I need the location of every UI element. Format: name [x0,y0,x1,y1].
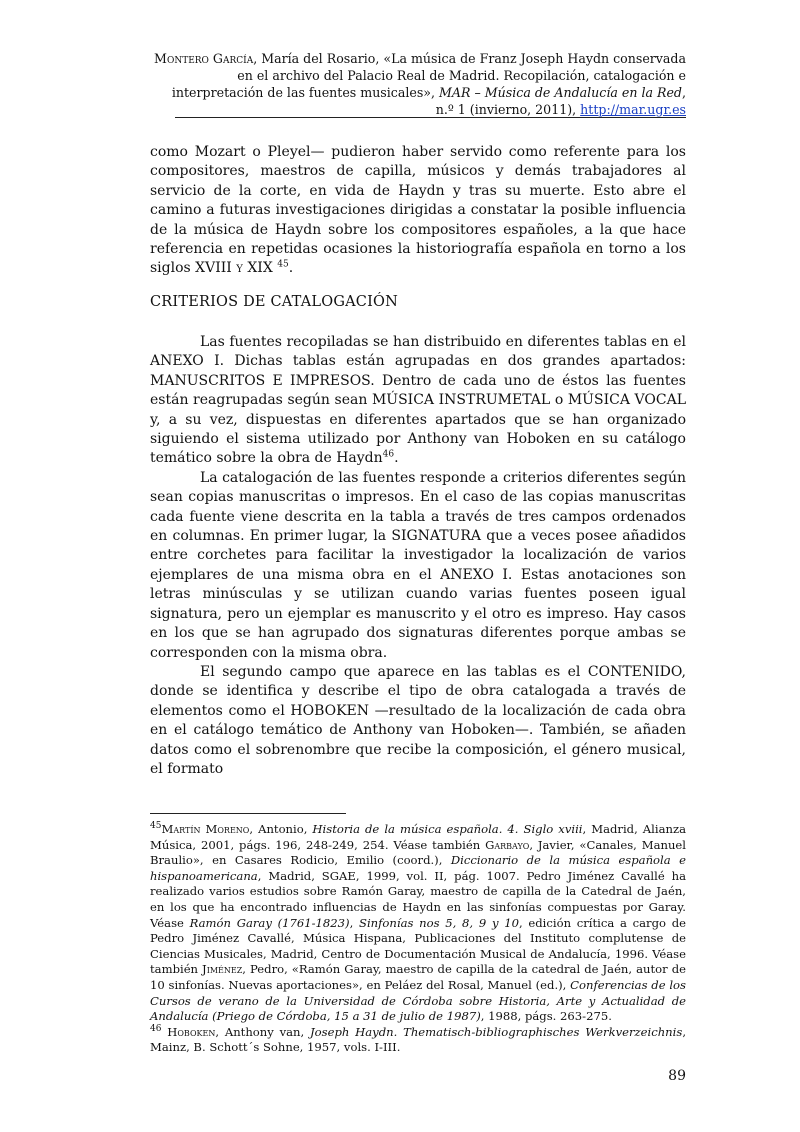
footnote-number: 46 [150,1023,162,1034]
paragraph-end: . [394,450,399,467]
footnote-text: , Mainz, B. Schott´s Sohne, 1957, vols. I-III. [150,1024,686,1055]
header-author: Montero García [154,51,254,66]
section-body [150,333,686,779]
page-number: 89 [668,1068,686,1084]
header-citation: , María del Rosario, «La música de Franz Joseph Haydn conservada en el archivo del Palacio Real de Madrid. Recopilación, catalogación e interpretación de las fuentes musicales», [171,51,686,100]
header-journal: MAR – Música de Andalucía en la Red [439,85,682,100]
footnote-text: , 1988, págs. 263-275. [480,1009,612,1024]
footnote-author: Hoboken [167,1024,216,1039]
footnote-46 [150,1025,686,1056]
footnote-ref-45[interactable]: 45 [277,259,289,270]
footnote-text: , [349,915,359,930]
footnote-title: Historia de la música española. 4. Siglo xviii [312,822,583,836]
footnote-author: Garbayo [485,837,530,852]
footnote-text: , Antonio, [249,822,313,836]
footnote-title: Ramón Garay (1761-1823) [189,915,350,930]
footnote-title: Conferencias de los Cursos de verano de la Universidad de Córdoba sobre Historia, Arte y Actualidad de Andalucía (Priego de Córdoba, 15 a 31 de julio de 1987) [150,977,686,1024]
footnote-text: , Madrid, Alianza Música, 2001, págs. 196, 248-249, 254. Véase también [150,822,686,852]
paragraph-content-field: El segundo campo que aparece en las tablas es el CONTENIDO, donde se identifica y describe el tipo de obra catalogada a través de elementos como el HOBOKEN —resultado de la localización de cada obra en el catálogo temático de Anthony van Hoboken—. También, se añaden datos como el sobrenombre que recibe la composición, el género musical, el formato [150,663,686,777]
header-issue: , n.º 1 (invierno, 2011), [435,85,686,117]
footnote-text: , Javier, «Canales, Manuel Braulio», en Casares Rodicio, Emilio (coord.), [150,837,686,868]
paragraph-sources [150,333,686,469]
footnote-title: Sinfonías nos 5, 8, 9 y 10 [359,915,519,930]
paragraph-cataloguing: La catalogación de las fuentes responde a criterios diferentes según sean copias manuscritas o impresos. En el caso de las copias manuscritas cada fuente viene descrita en la tabla a través de tres campos ordenados en columnas. En primer lugar, la SIGNATURA que a veces posee añadidos entre corchetes para facilitar la investigador la localización de varios ejemplares de una misma obra en el ANEXO I. Estas anotaciones son letras minúsculas y se utilizan cuando varias fuentes poseen igual signatura, pero un ejemplar es manuscrito y el otro es impreso. Hay casos en los que se han agrupado dos signaturas diferentes porque ambas se corresponden con la misma obra. [150,469,687,661]
footnote-number: 45 [150,821,162,832]
footnote-author: Jiménez [202,962,243,977]
footnote-author: Martín Moreno [161,822,250,836]
header-divider [175,117,686,118]
footnote-title: Diccionario de la música española e hispanoamericana [150,853,686,883]
footnote-text: , Pedro, «Ramón Garay, maestro de capilla de la catedral de Jaén, autor de 10 sinfonías. Nuevas aportaciones», en Peláez del Rosal, Manuel (ed.), [150,962,686,992]
paragraph-end: . [288,260,294,277]
paragraph-text: Las fuentes recopiladas se han distribuido en diferentes tablas en el ANEXO I. Dichas tablas están agrupadas en dos grandes apartados: MANUSCRITOS E IMPRESOS. Dentro de cada uno de éstos las fuentes están reagrupadas según sean MÚSICA INSTRUMETAL o MÚSICA VOCAL y, a su vez, dispuestas en diferentes apartados que se han organizado siguiendo el sistema utilizado por Anthony van Hoboken en su catálogo temático sobre la obra de Haydn [150,334,686,467]
footnote-45 [150,822,686,1025]
paragraph-text: como Mozart o Pleyel— pudieron haber servido como referente para los compositores, maestros de capilla, músicos y demás trabajadores al servicio de la corte, en vida de Haydn y tras su muerte. Esto abre el camino a futuras investigaciones dirigidas a constatar la posible influencia de la música de Haydn sobre los compositores españoles, a la que hace referencia en repetidas ocasiones la historiografía española en torno a los siglos [150,144,686,277]
paragraph-continuation [150,143,686,279]
centuries-text: XVIII y XIX [195,260,273,277]
footnote-text: , edición crítica a cargo de Pedro Jiménez Cavallé, Música Hispana, Publicaciones del Instituto complutense de Ciencias Musicales, Madrid, Centro de Documentación Musical de Andalucía, 1996. Véase también [150,915,686,977]
footnote-ref-46[interactable]: 46 [382,449,395,460]
footnotes [150,822,686,1056]
footnote-divider [150,813,346,814]
footnote-text: , Anthony van, [215,1024,311,1039]
header-url-link[interactable]: http://mar.ugr.es [580,102,686,117]
footnote-title: Joseph Haydn. Thematisch-bibliographisches Werkverzeichnis [310,1024,683,1039]
running-header [150,50,686,118]
footnote-text: , Madrid, SGAE, 1999, vol. II, pág. 1007. Pedro Jiménez Cavallé ha realizado varios estudios sobre Ramón Garay, maestro de capilla de la Catedral de Jaén, en los que ha encontrado influencias de Haydn en las sinfonías compuestas por Garay. Véase [150,868,686,930]
section-heading: CRITERIOS DE CATALOGACIÓN [150,294,398,310]
